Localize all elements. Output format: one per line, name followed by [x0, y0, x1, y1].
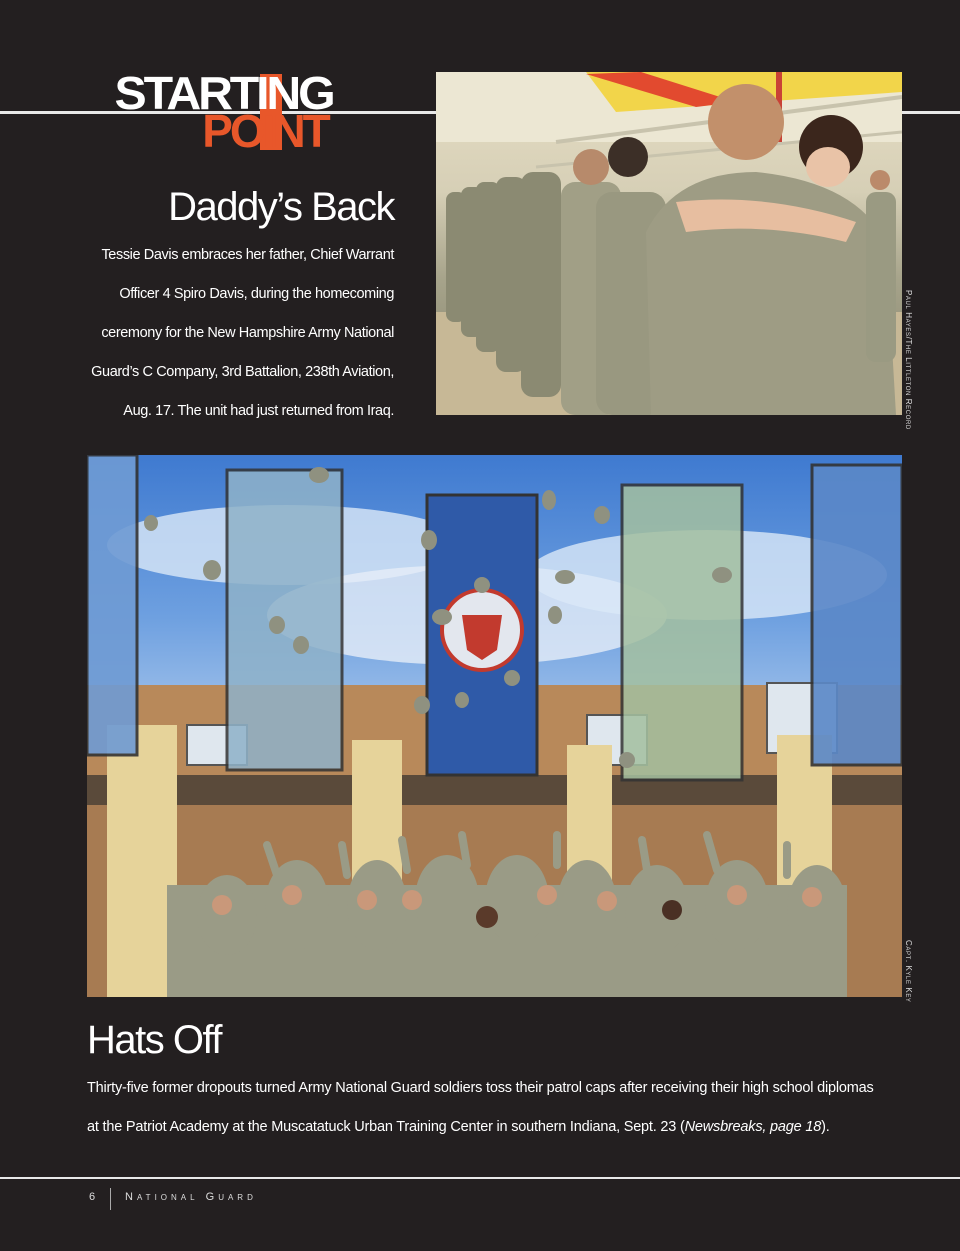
feature2-title: Hats Off: [87, 1018, 221, 1062]
publication-name: National Guard: [125, 1191, 257, 1203]
feature1-photo-credit: Paul Hayes/The Littleton Record: [904, 290, 913, 430]
caption-text: at the Patriot Academy at the Muscatatuck Urban Training Center in southern Indiana, Sept. 23 (: [87, 1119, 685, 1135]
feature2-photo-credit: Capt. Kyle Key: [904, 940, 913, 1003]
caption-text: ).: [821, 1119, 830, 1135]
cross-reference: Newsbreaks, page 18: [684, 1119, 822, 1135]
logo-word-point: POINT: [202, 105, 328, 157]
caption-line: Thirty-five former dropouts turned Army National Guard soldiers toss their patrol caps after receiving their high school diplomas: [87, 1080, 874, 1096]
bottom-rule: [0, 1177, 960, 1179]
caption-line: ceremony for the New Hampshire Army National: [101, 325, 394, 341]
caption-line: Aug. 17. The unit had just returned from Iraq.: [123, 403, 394, 419]
hats-off-photo-illustration: [87, 455, 902, 997]
feature1-caption: [74, 243, 394, 438]
caption-line: Guard’s C Company, 3rd Battalion, 238th Aviation,: [91, 364, 394, 380]
feature1-title: Daddy’s Back: [168, 185, 394, 229]
section-logo: [86, 67, 348, 157]
caption-line: Officer 4 Spiro Davis, during the homecoming: [119, 286, 394, 302]
feature2-caption: [87, 1076, 902, 1154]
homecoming-photo-illustration: [436, 72, 902, 415]
page-number: 6: [89, 1191, 98, 1203]
caption-line: [87, 1115, 902, 1154]
logo-word-starting: STARTING: [114, 67, 333, 119]
footer-divider: [110, 1188, 111, 1210]
caption-line: Tessie Davis embraces her father, Chief Warrant: [101, 247, 394, 263]
homecoming-photo: [436, 72, 902, 415]
hats-off-photo: [87, 455, 902, 997]
